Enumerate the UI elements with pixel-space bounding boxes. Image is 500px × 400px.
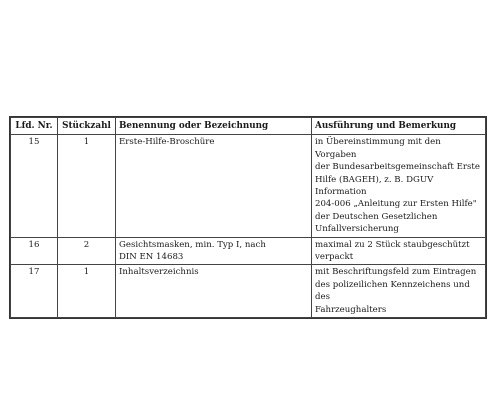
table-header-row [11, 118, 486, 135]
header-ausfuehrung: Ausführung und Bemerkung [312, 118, 486, 135]
row-description-line: der Bundesarbeitsgemeinschaft Erste [315, 162, 480, 173]
row-quantity: 2 [58, 237, 116, 265]
table-row [11, 265, 486, 318]
row-description-line: Hilfe (BAGEH), z. B. DGUV Information [315, 174, 434, 198]
row-name-line: DIN EN 14683 [119, 252, 184, 263]
table-row [11, 237, 486, 265]
row-description [312, 135, 486, 237]
row-description-line: Unfallversicherung [315, 224, 399, 235]
row-name [116, 265, 312, 318]
row-quantity: 1 [58, 265, 116, 318]
table-row [11, 135, 486, 237]
row-number: 16 [11, 237, 58, 265]
header-lfd-nr: Lfd. Nr. [11, 118, 58, 135]
row-description [312, 265, 486, 318]
header-benennung: Benennung oder Bezeichnung [116, 118, 312, 135]
equipment-table-frame [9, 116, 487, 319]
row-description-line: in Übereinstimmung mit den Vorgaben [315, 137, 441, 160]
row-description [312, 237, 486, 265]
row-name [116, 135, 312, 237]
equipment-table [10, 117, 486, 318]
row-quantity: 1 [58, 135, 116, 237]
row-description-line: mit Beschriftungsfeld zum Eintragen [315, 267, 477, 278]
row-description-line: des polizeilichen Kennzeichens und des [315, 279, 470, 303]
row-number: 15 [11, 135, 58, 237]
row-name [116, 237, 312, 265]
row-name-line: Erste-Hilfe-Broschüre [119, 137, 215, 148]
row-description-line: 204-006 „Anleitung zur Ersten Hilfe" [315, 199, 477, 210]
row-description-line: Fahrzeughalters [315, 304, 387, 315]
row-description-line: der Deutschen Gesetzlichen [315, 211, 438, 222]
row-name-line: Inhaltsverzeichnis [119, 267, 199, 278]
row-description-line: verpackt [315, 252, 354, 263]
header-stueckzahl: Stückzahl [58, 118, 116, 135]
row-name-line: Gesichtsmasken, min. Typ I, nach [119, 239, 266, 250]
row-description-line: maximal zu 2 Stück staubgeschützt [315, 239, 470, 250]
row-number: 17 [11, 265, 58, 318]
